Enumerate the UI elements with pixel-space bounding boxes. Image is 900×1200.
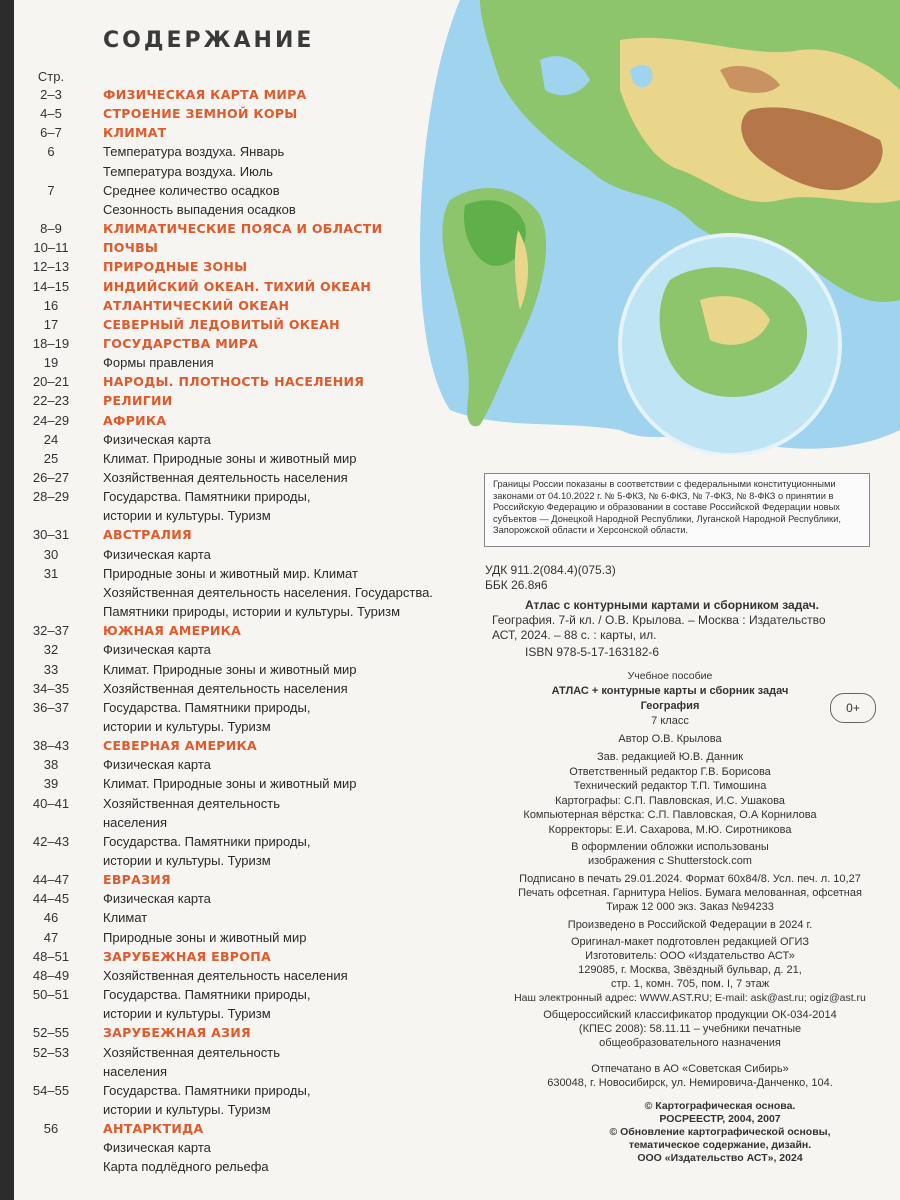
toc-page-number: 25 [43,450,59,466]
toc-subsection-row [0,699,480,719]
toc-section-row [0,335,480,355]
manufacturer-3: стр. 1, комн. 705, пом. I, 7 этаж [610,978,770,990]
toc-subsection-row [0,775,480,795]
toc-page-number: 48–49 [32,967,70,983]
toc-subsection-title: истории и культуры. Туризм [103,718,271,734]
toc-page-col-header: Стр. [37,69,65,84]
toc-subsection-row [0,1063,480,1083]
world-physical-map-illustration [420,0,900,455]
toc-subsection-title: Физическая карта [103,757,211,773]
toc-subsection-row [0,680,480,700]
toc-subsection-title: Хозяйственная деятельность [103,1044,281,1060]
toc-page-number: 52–55 [32,1025,70,1041]
toc-subsection-row [0,795,480,815]
toc-subsection-row [0,1082,480,1102]
copyright-4: тематическое содержание, дизайн. [628,1139,812,1151]
toc-subsection-title: Физическая карта [103,1140,211,1156]
toc-section-row [0,124,480,144]
toc-subsection-row [0,143,480,163]
toc-subsection-row [0,718,480,738]
toc-subsection-row [0,852,480,872]
toc-subsection-row [0,488,480,508]
copyright-1: © Картографическая основа. [644,1100,796,1112]
toc-subsection-row [0,756,480,776]
toc-subsection-title: Государства. Памятники природы, [103,489,311,505]
classifier-3: общеобразовательного назначения [599,1037,781,1049]
toc-page-number: 32–37 [32,623,70,639]
toc-subsection-title: населения [103,1063,168,1079]
toc-subsection-title: Памятники природы, истории и культуры. Туризм [103,604,401,620]
classifier-1: Общероссийский классификатор продукции ОК-034-2014 [543,1009,837,1021]
toc-section-title: ПРИРОДНЫЕ ЗОНЫ [103,259,248,275]
toc-page-number: 38–43 [32,738,70,754]
editorial-credit-line: Компьютерная вёрстка: С.П. Павловская, О.А Корнилова [523,809,817,821]
print-info-1: Подписано в печать 29.01.2024. Формат 60x84/8. Усл. печ. л. 10,27 [519,873,861,885]
toc-subsection-title: Хозяйственная деятельность [103,795,281,811]
isbn: ISBN 978-5-17-163182-6 [525,645,660,659]
toc-subsection-title: истории и культуры. Туризм [103,1101,271,1117]
toc-page-number: 30 [43,546,59,562]
toc-page-number: 34–35 [32,680,70,696]
toc-subsection-title: Физическая карта [103,546,211,562]
toc-subsection-title: Температура воздуха. Январь [103,144,285,160]
toc-section-row [0,392,480,412]
toc-page-col-header-row [0,68,480,88]
toc-page-number: 32 [43,642,59,658]
series-name: АТЛАС + контурные карты и сборник задач [551,685,789,697]
toc-subsection-row [0,450,480,470]
toc-section-title: КЛИМАТ [103,125,167,141]
toc-section-title: ФИЗИЧЕСКАЯ КАРТА МИРА [103,87,307,102]
toc-section-title: СЕВЕРНАЯ АМЕРИКА [103,738,258,754]
udk: УДК 911.2(084.4)(075.3) [485,563,616,577]
toc-page-number: 10–11 [33,240,69,256]
toc-section-title: АВСТРАЛИЯ [103,527,192,543]
toc-section-row [0,278,480,298]
toc-subsection-title: Хозяйственная деятельность населения [103,680,348,696]
edu-type: Учебное пособие [627,670,713,682]
toc-subsection-row [0,469,480,489]
author-credit: Автор О.В. Крылова [618,733,722,745]
subject-name: География [640,700,700,712]
toc-page-number: 31 [43,565,59,581]
imprint-desc-1: География. 7-й кл. / О.В. Крылова. – Москва : Издательство [492,613,826,627]
toc-subsection-row [0,603,480,623]
toc-section-title: СТРОЕНИЕ ЗЕМНОЙ КОРЫ [103,106,298,122]
toc-page-number: 36–37 [32,699,70,715]
toc-page-number: 22–23 [32,393,70,409]
toc-subsection-title: Государства. Памятники природы, [103,833,311,849]
toc-subsection-row [0,967,480,987]
toc-subsection-title: Физическая карта [103,642,211,658]
cover-images-note-1: В оформлении обложки использованы [571,841,769,853]
border-notice: Границы России показаны в соответствии с федеральными конституционными законами от 04.10.2022 г. № 5-ФКЗ, № 6-ФКЗ, № 7-ФКЗ, № 8-ФКЗ о принятии в Российскую Федерацию и образовании в составе Российской Федерации новых субъектов — Донецкой Народной Республики, Луганской Народной Республики, Запорожской области и Херсонской области. [484,473,870,547]
toc-section-title: НАРОДЫ. ПЛОТНОСТЬ НАСЕЛЕНИЯ [103,374,365,390]
print-info-3: Тираж 12 000 экз. Заказ №94233 [606,901,774,913]
editorial-credit-line: Корректоры: Е.И. Сахарова, М.Ю. Сиротникова [548,823,792,836]
cover-images-note-2: изображения с Shutterstock.com [588,855,752,867]
toc-subsection-title: истории и культуры. Туризм [103,1006,271,1022]
copyright-2: РОСРЕЕСТР, 2004, 2007 [659,1113,781,1125]
toc-section-row [0,297,480,317]
printed-by-1: Отпечатано в АО «Советская Сибирь» [591,1063,789,1075]
toc-subsection-title: населения [103,814,168,830]
toc-section-row [0,105,480,125]
toc-title: СОДЕРЖАНИЕ [103,28,315,53]
toc-page-number: 40–41 [32,795,70,811]
toc-page-number: 42–43 [32,833,70,849]
toc-section-title: ЗАРУБЕЖНАЯ ЕВРОПА [103,948,271,964]
toc-subsection-row [0,1158,480,1178]
toc-subsection-row [0,354,480,374]
toc-subsection-row [0,641,480,661]
manufacturer-2: 129085, г. Москва, Звёздный бульвар, д. 21, [578,964,802,976]
toc-subsection-title: Природные зоны и животный мир [103,929,307,945]
toc-section-title: КЛИМАТИЧЕСКИЕ ПОЯСА И ОБЛАСТИ [103,221,383,237]
toc-subsection-title: Климат [103,910,148,926]
toc-section-row [0,258,480,278]
manufacturer-1: Изготовитель: ООО «Издательство АСТ» [585,950,795,962]
toc-subsection-row [0,833,480,853]
toc-subsection-row [0,929,480,949]
toc-page-number: 50–51 [32,987,70,1003]
toc-section-title: АФРИКА [103,412,167,428]
toc-page-number: 47 [43,929,59,945]
toc-page-number: 48–51 [32,948,70,964]
editorial-credit-line: Картографы: С.П. Павловская, И.С. Ушакова [555,794,785,807]
toc-page-number: 24 [43,431,59,447]
layout-by: Оригинал-макет подготовлен редакцией ОГИЗ [570,936,810,948]
toc-page-number: 44–47 [32,872,70,888]
toc-page-number: 28–29 [32,489,70,505]
imprint-desc-2: АСТ, 2024. – 88 с. : карты, ил. [492,628,657,642]
toc-subsection-row [0,661,480,681]
toc-subsection-title: Формы правления [103,355,214,371]
toc-page-number: 39 [43,776,59,792]
toc-page-number: 44–45 [32,891,70,907]
toc-section-title: ПОЧВЫ [103,240,159,256]
toc-subsection-title: Хозяйственная деятельность населения [103,967,348,983]
toc-subsection-row [0,163,480,183]
toc-subsection-title: Хозяйственная деятельность населения. Государства. [103,584,433,600]
toc-subsection-row [0,565,480,585]
toc-subsection-title: Сезонность выпадения осадков [103,201,296,217]
toc-page-number: 6–7 [40,125,62,141]
toc-section-title: СЕВЕРНЫЙ ЛЕДОВИТЫЙ ОКЕАН [103,316,340,332]
toc-subsection-title: Климат. Природные зоны и животный мир [103,450,357,466]
toc-page-number: 26–27 [32,470,70,485]
toc-page-number: 8–9 [40,221,62,237]
toc-section-row [0,948,480,968]
editorial-credit-line: Зав. редакцией Ю.В. Данник [596,751,744,763]
toc-subsection-row [0,431,480,451]
toc-subsection-title: Государства. Памятники природы, [103,1082,311,1098]
printed-by-2: 630048, г. Новосибирск, ул. Немировича-Данченко, 104. [547,1077,833,1089]
age-rating-badge: 0+ [830,693,876,723]
toc-section-row [0,239,480,259]
toc-section-title: ЗАРУБЕЖНАЯ АЗИЯ [103,1025,251,1041]
toc-page-number: 20–21 [32,374,70,390]
toc-section-title: АНТАРКТИДА [103,1121,204,1137]
toc-subsection-row [0,1139,480,1159]
toc-section-title: ЕВРАЗИЯ [103,872,171,888]
toc-subsection-row [0,584,480,604]
made-in: Произведено в Российской Федерации в 2024 г. [567,919,813,931]
toc-page-number: 4–5 [40,106,62,122]
toc-subsection-row [0,182,480,202]
toc-section-row [0,526,480,546]
toc-page-number: 12–13 [32,259,70,275]
toc-subsection-row [0,986,480,1006]
toc-subsection-row [0,1005,480,1025]
toc-subsection-title: Климат. Природные зоны и животный мир [103,776,357,792]
toc-section-title: ЮЖНАЯ АМЕРИКА [103,623,242,639]
toc-section-row [0,412,480,432]
toc-section-row [0,373,480,393]
toc-subsection-title: Климат. Природные зоны и животный мир [103,661,357,677]
contact-address: Наш электронный адрес: WWW.AST.RU; E-mail: ask@ast.ru; ogiz@ast.ru [514,992,866,1004]
toc-page-number: 14–15 [32,278,70,294]
toc-page-number: 19 [43,355,59,371]
toc-subsection-row [0,507,480,527]
toc-subsection-row [0,1044,480,1064]
editorial-credit-line: Ответственный редактор Г.В. Борисова [569,765,771,778]
toc-section-row [0,1120,480,1140]
toc-subsection-row [0,201,480,221]
toc-page-number: 46 [43,910,59,926]
toc-subsection-row [0,909,480,929]
editorial-credit-line: Технический редактор Т.П. Тимошина [573,780,767,792]
toc-page-number: 24–29 [32,412,70,428]
toc-subsection-title: Среднее количество осадков [103,182,280,198]
toc-page-number: 7 [47,182,55,198]
toc-subsection-row [0,890,480,910]
toc-subsection-title: Природные зоны и животный мир. Климат [103,565,358,581]
toc-page-number: 54–55 [32,1082,70,1098]
toc-section-title: АТЛАНТИЧЕСКИЙ ОКЕАН [103,297,290,313]
toc-subsection-title: Температура воздуха. Июль [103,163,273,179]
toc-section-title: ИНДИЙСКИЙ ОКЕАН. ТИХИЙ ОКЕАН [103,278,372,294]
toc-section-title: РЕЛИГИИ [103,393,173,409]
toc-subsection-title: Государства. Памятники природы, [103,987,311,1003]
toc-section-row [0,316,480,336]
toc-page-number: 30–31 [32,527,70,543]
toc-section-row [0,1024,480,1044]
toc-section-title: ГОСУДАРСТВА МИРА [103,335,259,351]
toc-section-row [0,737,480,757]
toc-page-number: 2–3 [40,87,62,102]
toc-page-number: 56 [43,1121,59,1137]
copyright-3: © Обновление картографической основы, [609,1126,831,1138]
toc-section-row [0,871,480,891]
toc-subsection-row [0,814,480,834]
toc-subsection-title: Карта подлёдного рельефа [103,1159,269,1175]
toc-subsection-row [0,546,480,566]
toc-page-number: 38 [43,757,59,773]
toc-page-number: 18–19 [32,335,70,351]
toc-section-row [0,86,480,106]
toc-subsection-title: Государства. Памятники природы, [103,699,311,715]
bbk: ББК 26.8я6 [485,578,548,592]
toc-subsection-title: Хозяйственная деятельность населения [103,470,348,485]
imprint-title: Атлас с контурными картами и сборником задач. [525,598,819,612]
toc-page-number: 16 [43,297,59,313]
toc-subsection-title: истории и культуры. Туризм [103,508,271,524]
toc-subsection-title: истории и культуры. Туризм [103,853,271,868]
imprint-column [480,455,900,1200]
toc-section-row [0,220,480,240]
toc-page-number: 6 [47,144,55,160]
toc-page-number: 52–53 [32,1044,70,1060]
toc-page-number: 33 [43,661,59,677]
toc-subsection-title: Физическая карта [103,891,211,907]
toc-page-number: 17 [43,316,59,332]
toc-subsection-title: Физическая карта [103,431,211,447]
print-info-2: Печать офсетная. Гарнитура Helios. Бумага мелованная, офсетная [518,887,862,899]
toc-subsection-row [0,1101,480,1121]
classifier-2: (КПЕС 2008): 58.11.11 – учебники печатные [578,1023,802,1035]
copyright-5: ООО «Издательство АСТ», 2024 [637,1152,803,1164]
grade: 7 класс [651,715,689,727]
toc-section-row [0,622,480,642]
